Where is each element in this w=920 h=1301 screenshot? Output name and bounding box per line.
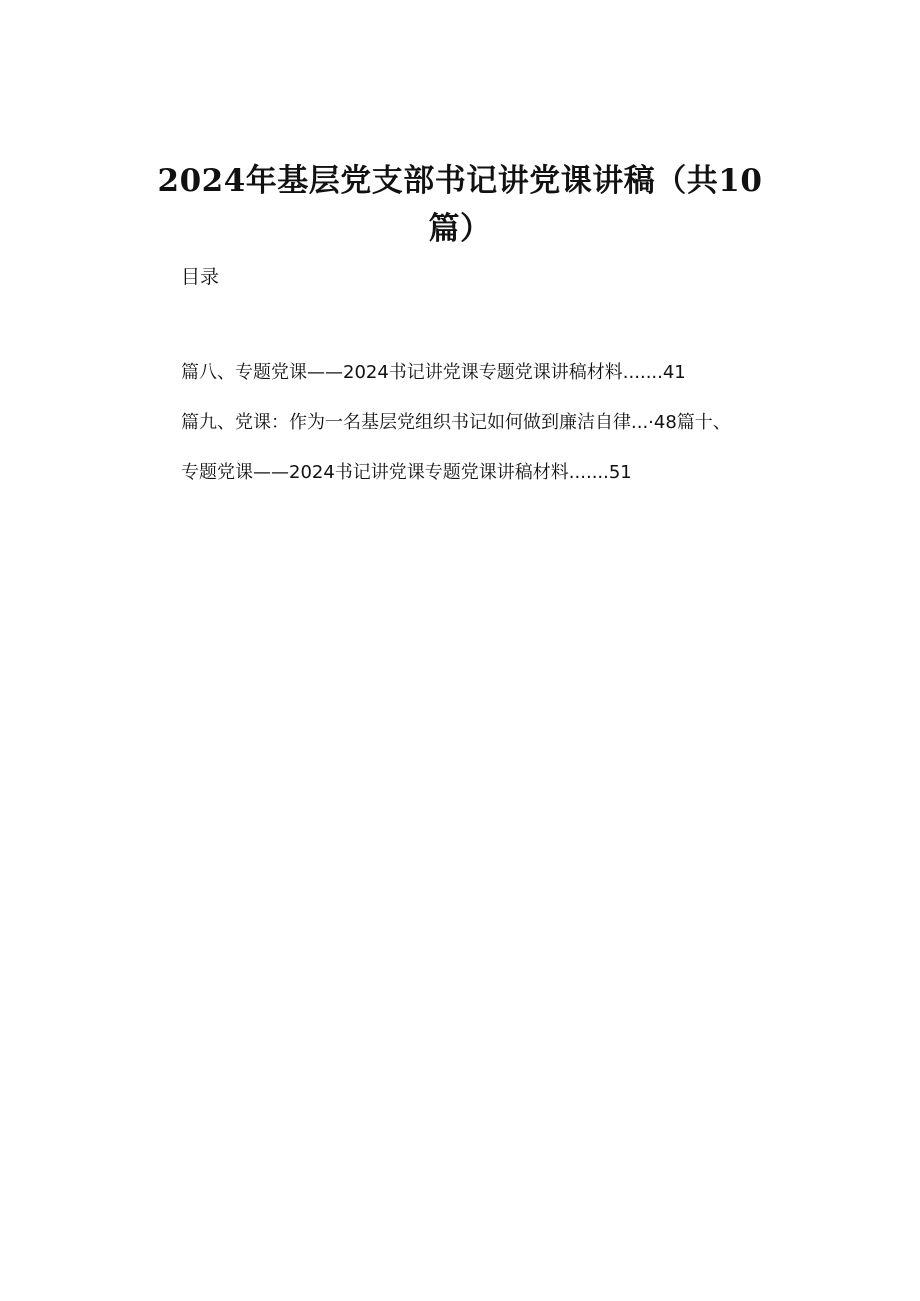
toc-heading: 目录 [181, 266, 220, 288]
document-title-line-1: 2024年基层党支部书记讲党课讲稿（共10 [157, 162, 763, 199]
toc-entry-part-10-continued[interactable]: 专题党课——2024书记讲党课专题党课讲稿材料.......51 [181, 462, 632, 483]
toc-entry-part-8[interactable]: 篇八、专题党课——2024书记讲党课专题党课讲稿材料.......41 [181, 362, 686, 383]
toc-entry-part-9-and-10-start[interactable]: 篇九、党课：作为一名基层党组织书记如何做到廉洁自律...·48篇十、 [181, 412, 731, 433]
document-title [150, 157, 770, 253]
table-of-contents [181, 359, 791, 486]
document-title-line-2: 篇） [428, 210, 492, 247]
